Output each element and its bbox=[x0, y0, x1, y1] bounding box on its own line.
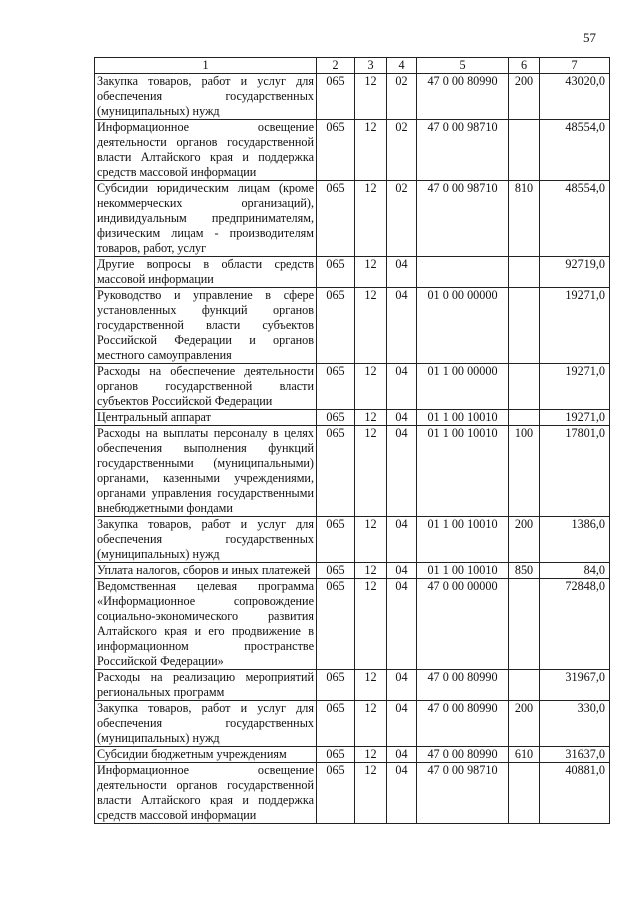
cell-csr: 01 1 00 10010 bbox=[417, 410, 509, 426]
cell-vr bbox=[509, 288, 540, 364]
cell-csr: 47 0 00 00000 bbox=[417, 579, 509, 670]
page-number: 57 bbox=[583, 30, 596, 45]
cell-sum: 17801,0 bbox=[540, 426, 610, 517]
cell-sum: 19271,0 bbox=[540, 410, 610, 426]
cell-csr: 47 0 00 80990 bbox=[417, 701, 509, 747]
cell-rz: 12 bbox=[355, 426, 387, 517]
cell-rz: 12 bbox=[355, 763, 387, 824]
cell-sum: 92719,0 bbox=[540, 257, 610, 288]
cell-pr: 02 bbox=[387, 74, 417, 120]
cell-sum: 48554,0 bbox=[540, 181, 610, 257]
cell-ved: 065 bbox=[317, 517, 355, 563]
cell-ved: 065 bbox=[317, 410, 355, 426]
cell-vr bbox=[509, 670, 540, 701]
cell-ved: 065 bbox=[317, 364, 355, 410]
cell-name: Информационное освещение деятельности органов государственной власти Алтайского края и поддержка средств массовой информации bbox=[95, 120, 317, 181]
cell-rz: 12 bbox=[355, 288, 387, 364]
cell-csr: 47 0 00 80990 bbox=[417, 747, 509, 763]
cell-ved: 065 bbox=[317, 288, 355, 364]
cell-sum: 40881,0 bbox=[540, 763, 610, 824]
cell-vr: 100 bbox=[509, 426, 540, 517]
cell-name: Уплата налогов, сборов и иных платежей bbox=[95, 563, 317, 579]
cell-name: Субсидии юридическим лицам (кроме некоммерческих организаций), индивидуальным предпринимателям, физическим лицам - производителям товаров, работ, услуг bbox=[95, 181, 317, 257]
cell-name: Субсидии бюджетным учреждениям bbox=[95, 747, 317, 763]
cell-rz: 12 bbox=[355, 517, 387, 563]
cell-vr: 610 bbox=[509, 747, 540, 763]
table-row bbox=[95, 426, 610, 517]
header-vr: 6 bbox=[509, 58, 540, 74]
cell-rz: 12 bbox=[355, 410, 387, 426]
cell-csr: 47 0 00 80990 bbox=[417, 74, 509, 120]
cell-name: Закупка товаров, работ и услуг для обеспечения государственных (муниципальных) нужд bbox=[95, 74, 317, 120]
cell-vr bbox=[509, 257, 540, 288]
table-row bbox=[95, 410, 610, 426]
cell-ved: 065 bbox=[317, 579, 355, 670]
cell-pr: 04 bbox=[387, 257, 417, 288]
header-name: 1 bbox=[95, 58, 317, 74]
cell-vr bbox=[509, 120, 540, 181]
budget-table bbox=[94, 57, 610, 824]
cell-csr: 47 0 00 98710 bbox=[417, 120, 509, 181]
cell-pr: 04 bbox=[387, 747, 417, 763]
table-row bbox=[95, 563, 610, 579]
table-row bbox=[95, 181, 610, 257]
table-row bbox=[95, 364, 610, 410]
cell-csr: 01 0 00 00000 bbox=[417, 288, 509, 364]
cell-sum: 31637,0 bbox=[540, 747, 610, 763]
cell-csr: 01 1 00 10010 bbox=[417, 563, 509, 579]
cell-sum: 43020,0 bbox=[540, 74, 610, 120]
table-row bbox=[95, 257, 610, 288]
cell-name: Расходы на обеспечение деятельности органов государственной власти субъектов Российской Федерации bbox=[95, 364, 317, 410]
cell-rz: 12 bbox=[355, 120, 387, 181]
header-pr: 4 bbox=[387, 58, 417, 74]
cell-ved: 065 bbox=[317, 120, 355, 181]
cell-name: Расходы на выплаты персоналу в целях обеспечения выполнения функций государственными (муниципальными) органами, казенными учреждениями, органами управления государственными внебюджетными фондами bbox=[95, 426, 317, 517]
cell-pr: 04 bbox=[387, 410, 417, 426]
cell-ved: 065 bbox=[317, 763, 355, 824]
cell-sum: 84,0 bbox=[540, 563, 610, 579]
cell-pr: 02 bbox=[387, 181, 417, 257]
cell-vr bbox=[509, 410, 540, 426]
table-row bbox=[95, 288, 610, 364]
cell-ved: 065 bbox=[317, 563, 355, 579]
table-row bbox=[95, 701, 610, 747]
cell-vr bbox=[509, 364, 540, 410]
cell-rz: 12 bbox=[355, 579, 387, 670]
cell-vr: 850 bbox=[509, 563, 540, 579]
cell-sum: 72848,0 bbox=[540, 579, 610, 670]
cell-csr: 47 0 00 80990 bbox=[417, 670, 509, 701]
cell-vr bbox=[509, 579, 540, 670]
cell-vr: 200 bbox=[509, 701, 540, 747]
cell-vr: 200 bbox=[509, 517, 540, 563]
cell-pr: 04 bbox=[387, 579, 417, 670]
cell-name: Ведомственная целевая программа «Информационное сопровождение социально-экономического развития Алтайского края и его продвижение в информационном пространстве Российской Федерации» bbox=[95, 579, 317, 670]
cell-csr: 47 0 00 98710 bbox=[417, 763, 509, 824]
cell-pr: 04 bbox=[387, 701, 417, 747]
cell-rz: 12 bbox=[355, 364, 387, 410]
cell-rz: 12 bbox=[355, 181, 387, 257]
cell-sum: 1386,0 bbox=[540, 517, 610, 563]
cell-ved: 065 bbox=[317, 181, 355, 257]
cell-csr: 01 1 00 00000 bbox=[417, 364, 509, 410]
cell-name: Расходы на реализацию мероприятий региональных программ bbox=[95, 670, 317, 701]
table-row bbox=[95, 747, 610, 763]
cell-pr: 04 bbox=[387, 517, 417, 563]
cell-rz: 12 bbox=[355, 257, 387, 288]
table-row bbox=[95, 670, 610, 701]
cell-rz: 12 bbox=[355, 74, 387, 120]
cell-pr: 04 bbox=[387, 288, 417, 364]
cell-pr: 02 bbox=[387, 120, 417, 181]
cell-rz: 12 bbox=[355, 670, 387, 701]
cell-vr: 810 bbox=[509, 181, 540, 257]
cell-ved: 065 bbox=[317, 74, 355, 120]
cell-csr: 47 0 00 98710 bbox=[417, 181, 509, 257]
cell-pr: 04 bbox=[387, 563, 417, 579]
cell-rz: 12 bbox=[355, 747, 387, 763]
cell-name: Другие вопросы в области средств массовой информации bbox=[95, 257, 317, 288]
cell-pr: 04 bbox=[387, 364, 417, 410]
header-rz: 3 bbox=[355, 58, 387, 74]
table-row bbox=[95, 517, 610, 563]
cell-name: Закупка товаров, работ и услуг для обеспечения государственных (муниципальных) нужд bbox=[95, 517, 317, 563]
cell-vr: 200 bbox=[509, 74, 540, 120]
header-csr: 5 bbox=[417, 58, 509, 74]
cell-csr: 01 1 00 10010 bbox=[417, 426, 509, 517]
cell-sum: 31967,0 bbox=[540, 670, 610, 701]
cell-ved: 065 bbox=[317, 426, 355, 517]
cell-ved: 065 bbox=[317, 701, 355, 747]
cell-ved: 065 bbox=[317, 670, 355, 701]
cell-sum: 48554,0 bbox=[540, 120, 610, 181]
cell-vr bbox=[509, 763, 540, 824]
cell-name: Центральный аппарат bbox=[95, 410, 317, 426]
cell-rz: 12 bbox=[355, 563, 387, 579]
cell-sum: 19271,0 bbox=[540, 364, 610, 410]
cell-name: Закупка товаров, работ и услуг для обеспечения государственных (муниципальных) нужд bbox=[95, 701, 317, 747]
header-ved: 2 bbox=[317, 58, 355, 74]
cell-csr: 01 1 00 10010 bbox=[417, 517, 509, 563]
cell-pr: 04 bbox=[387, 763, 417, 824]
cell-name: Руководство и управление в сфере установленных функций органов государственной власти субъектов Российской Федерации и органов местного самоуправления bbox=[95, 288, 317, 364]
cell-rz: 12 bbox=[355, 701, 387, 747]
cell-name: Информационное освещение деятельности органов государственной власти Алтайского края и поддержка средств массовой информации bbox=[95, 763, 317, 824]
cell-pr: 04 bbox=[387, 670, 417, 701]
cell-pr: 04 bbox=[387, 426, 417, 517]
cell-sum: 330,0 bbox=[540, 701, 610, 747]
cell-ved: 065 bbox=[317, 257, 355, 288]
cell-sum: 19271,0 bbox=[540, 288, 610, 364]
cell-csr bbox=[417, 257, 509, 288]
table-row bbox=[95, 120, 610, 181]
table-row bbox=[95, 579, 610, 670]
header-sum: 7 bbox=[540, 58, 610, 74]
cell-ved: 065 bbox=[317, 747, 355, 763]
table-row bbox=[95, 74, 610, 120]
header-row bbox=[95, 58, 610, 74]
table-row bbox=[95, 763, 610, 824]
